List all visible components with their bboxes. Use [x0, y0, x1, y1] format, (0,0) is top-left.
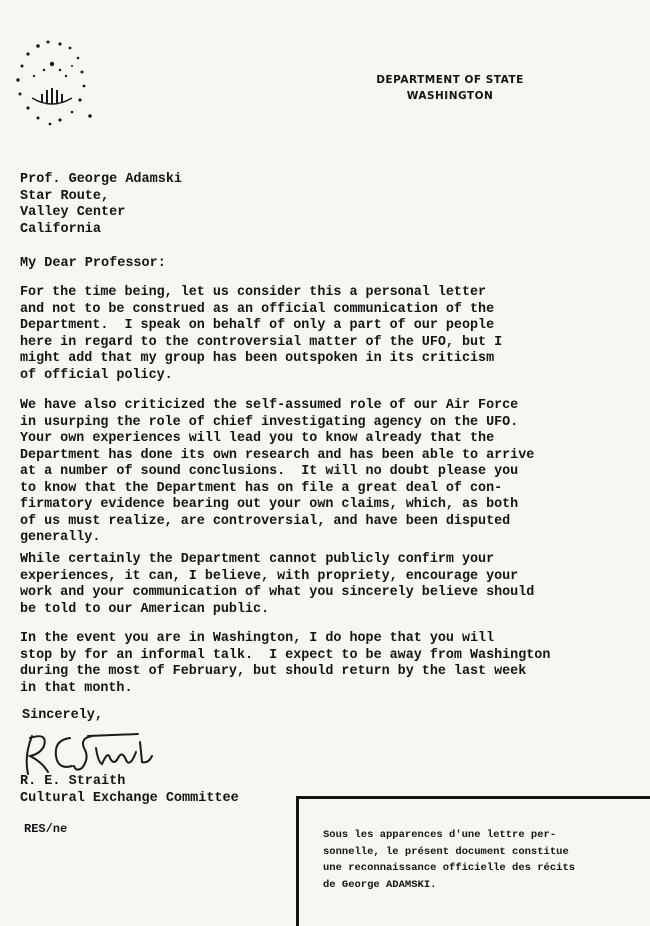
department-seal-icon [8, 36, 100, 132]
annotation-line: de George ADAMSKI. [323, 878, 437, 891]
text-line: We have also criticized the self-assumed role of our Air Force [20, 398, 519, 413]
address-line: Prof. George Adamski [20, 172, 183, 187]
recipient-address [20, 172, 182, 238]
paragraph-4 [20, 631, 625, 697]
text-line: firmatory evidence bearing out your own claims, which, as both [20, 497, 519, 512]
paragraph-2 [20, 398, 625, 547]
closing: Sincerely, [22, 708, 104, 723]
text-line: generally. [20, 530, 101, 545]
text-line: and not to be construed as an official communication of the [20, 301, 495, 317]
annotation-line: sonnelle, le présent document constitue [323, 845, 569, 858]
text-line: stop by for an informal talk. I expect to be away from Washington [20, 647, 551, 663]
signer-title: Cultural Exchange Committee [20, 790, 239, 806]
text-line: work and your communication of what you sincerely believe should [20, 585, 535, 600]
text-line: during the most of February, but should return by the last week [20, 664, 527, 679]
address-line: California [20, 221, 102, 237]
signer-block [20, 774, 239, 807]
annotation-box [296, 796, 650, 926]
text-line: to know that the Department has on file a great deal of con- [20, 480, 503, 496]
text-line: For the time being, let us consider this a personal letter [20, 285, 487, 300]
text-line: might add that my group has been outspoken in its criticism [20, 351, 495, 366]
address-line: Star Route, [20, 188, 110, 204]
text-line: of official policy. [20, 367, 173, 383]
address-line: Valley Center [20, 205, 126, 220]
paragraph-1 [20, 285, 625, 384]
text-line: In the event you are in Washington, I do hope that you will [20, 631, 495, 646]
text-line: of us must realize, are controversial, and have been disputed [20, 513, 511, 529]
annotation-line: Sous les apparences d'une lettre per- [323, 829, 557, 841]
text-line: here in regard to the controversial matter of the UFO, but I [20, 334, 503, 350]
department-name: DEPARTMENT OF STATE [376, 74, 524, 86]
salutation: My Dear Professor: [20, 256, 166, 271]
annotation-line: une reconnaissance officielle des récits [323, 862, 576, 874]
text-line: experiences, it can, I believe, with propriety, encourage your [20, 568, 519, 584]
text-line: in usurping the role of chief investigating agency on the UFO. [20, 414, 519, 430]
text-line: in that month. [20, 680, 133, 696]
text-line: While certainly the Department cannot publicly confirm your [20, 552, 495, 567]
text-line: at a number of sound conclusions. It will no doubt please you [20, 464, 519, 479]
annotation-text [323, 827, 633, 893]
text-line: Your own experiences will lead you to know already that the [20, 431, 495, 446]
signer-name: R. E. Straith [20, 774, 126, 789]
text-line: Department. I speak on behalf of only a part of our people [20, 318, 495, 333]
text-line: Department has done its own research and has been able to arrive [20, 447, 535, 463]
typist-initials: RES/ne [24, 822, 68, 836]
text-line: be told to our American public. [20, 601, 270, 617]
department-city: WASHINGTON [406, 90, 494, 102]
letterhead [330, 72, 570, 104]
paragraph-3 [20, 552, 625, 618]
